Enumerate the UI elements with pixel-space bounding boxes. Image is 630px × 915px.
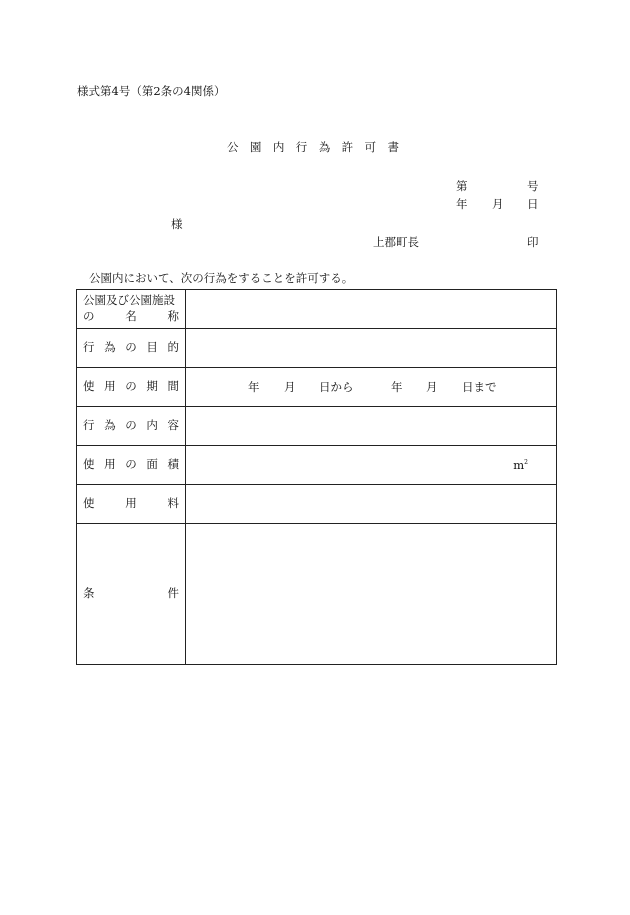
label-char: 的	[167, 340, 179, 355]
title-char: 書	[387, 140, 399, 154]
content-field[interactable]	[186, 407, 557, 446]
document-title	[227, 142, 399, 154]
label-char: 用	[104, 379, 116, 394]
fee-label	[77, 485, 186, 524]
area-unit: $m^2$	[513, 458, 528, 472]
label-char: 期	[146, 379, 158, 394]
purpose-label	[77, 329, 186, 368]
label-char: 用	[104, 457, 116, 472]
issuer-name: 上郡町長	[373, 235, 419, 249]
label-char: 用	[125, 496, 137, 511]
label-char: の	[125, 457, 137, 472]
label-char: 面	[146, 457, 158, 472]
title-char: 許	[341, 140, 354, 154]
period-end-month: 月	[426, 380, 438, 394]
addressee-suffix: 様	[171, 217, 183, 231]
title-char: 可	[364, 140, 377, 154]
area-field[interactable]	[186, 446, 557, 485]
park-name-label-line1: 公園及び公園施設	[83, 293, 175, 308]
label-char: 使	[83, 379, 95, 394]
label-char: 行	[83, 418, 95, 433]
label-char: 条	[83, 586, 95, 601]
label-char: の	[125, 340, 137, 355]
intro-text: 公園内において、次の行為をすることを許可する。	[89, 271, 354, 285]
content-label	[77, 407, 186, 446]
title-char: 公	[227, 140, 239, 154]
title-char: 園	[249, 140, 262, 154]
label-char: の	[125, 418, 137, 433]
title-char: 行	[295, 140, 308, 154]
period-start-year: 年	[248, 380, 260, 394]
label-char: 為	[104, 418, 116, 433]
label-char: 件	[167, 586, 179, 601]
period-start-day: 日から	[319, 380, 354, 394]
label-char: 目	[146, 340, 158, 355]
seal-mark: 印	[527, 235, 539, 249]
label-char: 称	[167, 309, 179, 323]
conditions-field[interactable]	[186, 524, 557, 665]
period-start-month: 月	[284, 380, 296, 394]
park-name-field[interactable]	[186, 290, 557, 329]
form-number: 様式第4号（第2条の4関係）	[77, 84, 226, 98]
park-name-label	[77, 290, 186, 329]
label-char: の	[125, 379, 137, 394]
label-char: 料	[167, 496, 179, 511]
doc-number-suffix: 号	[527, 179, 539, 193]
issue-date-day: 日	[527, 197, 539, 211]
period-field[interactable]	[186, 368, 557, 407]
label-char: 為	[104, 340, 116, 355]
label-char: 容	[167, 418, 179, 433]
label-char: 使	[83, 457, 95, 472]
title-char: 内	[272, 140, 285, 154]
label-char: の	[83, 309, 95, 323]
label-char: 積	[167, 457, 179, 472]
purpose-field[interactable]	[186, 329, 557, 368]
period-label	[77, 368, 186, 407]
fee-field[interactable]	[186, 485, 557, 524]
issue-date-year: 年	[456, 197, 468, 211]
label-char: 名	[125, 309, 137, 323]
issue-date-month: 月	[492, 197, 504, 211]
doc-number-prefix: 第	[456, 179, 468, 193]
label-char: 行	[83, 340, 95, 355]
permit-form-table	[76, 289, 557, 665]
area-label	[77, 446, 186, 485]
label-char: 間	[167, 379, 179, 394]
period-end-day: 日まで	[462, 380, 497, 394]
period-end-year: 年	[391, 380, 403, 394]
label-char: 使	[83, 496, 95, 511]
conditions-label	[77, 524, 186, 665]
title-char: 為	[318, 140, 331, 154]
label-char: 内	[146, 418, 158, 433]
